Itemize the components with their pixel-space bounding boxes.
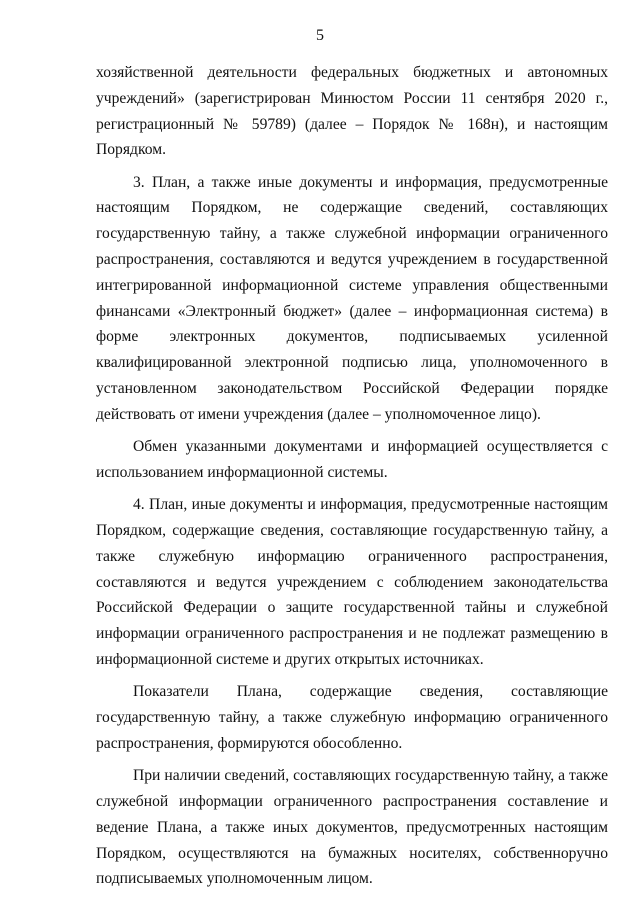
paragraph-paper-media: При наличии сведений, составляющих государственную тайну, а также служебной информации ограниченного распространения составление и ведение Плана, а также иных документов, предусмотренных настоящим Порядком, осуществляются на бумажных носителях, собственноручно подписываемых уполномоченным лицом. <box>96 767 608 888</box>
paragraph-exchange: Обмен указанными документами и информацией осуществляется с использованием информационной системы. <box>96 438 608 481</box>
document-body <box>96 60 608 899</box>
paragraph-indicators: Показатели Плана, содержащие сведения, составляющие государственную тайну, а также служебную информацию ограниченного распространения, формируются обособленно. <box>96 683 608 752</box>
page-number: 5 <box>316 27 324 44</box>
paragraph-continuation: хозяйственной деятельности федеральных бюджетных и автономных учреждений» (зарегистрирован Минюстом России 11 сентября 2020 г., регистрационный № 59789) (далее – Порядок № 168н), и настоящим Порядком. <box>96 64 608 159</box>
paragraph-item-4: 4. План, иные документы и информация, предусмотренные настоящим Порядком, содержащие сведения, составляющие государственную тайну, а также служебную информацию ограниченного распространения, составляются и ведутся учреждением с соблюдением законодательства Российской Федерации о защите государственной тайны и служебной информации ограниченного распространения и не подлежат размещению в информационной системе и других открытых источниках. <box>96 496 608 669</box>
paragraph-item-3: 3. План, а также иные документы и информация, предусмотренные настоящим Порядком, не содержащие сведений, составляющих государственную тайну, а также служебной информации ограниченного распространения, составляются и ведутся учреждением в государственной интегрированной информационной системе управления общественными финансами «Электронный бюджет» (далее – информационная система) в форме электронных документов, подписываемых усиленной квалифицированной электронной подписью лица, уполномоченного в установленном законодательством Российской Федерации порядке действовать от имени учреждения (далее – уполномоченное лицо). <box>96 173 608 423</box>
